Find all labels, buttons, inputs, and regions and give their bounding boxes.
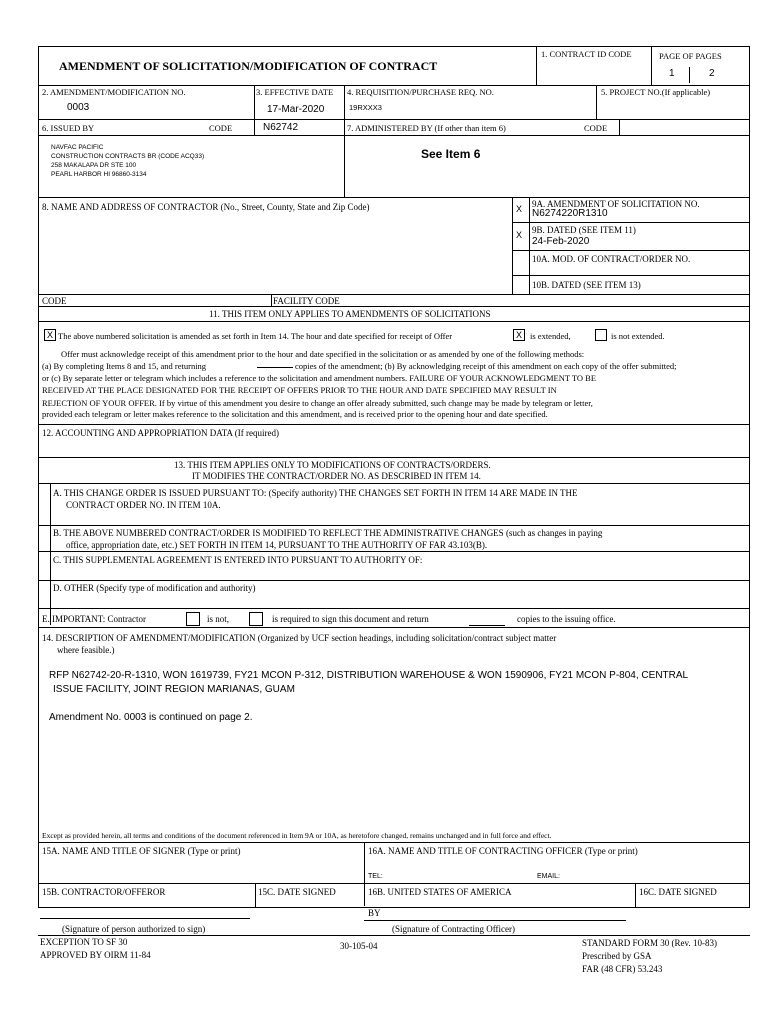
divider <box>39 321 749 322</box>
label-15a: 15A. NAME AND TITLE OF SIGNER (Type or print) <box>42 846 241 856</box>
item13a-line1: A. THIS CHANGE ORDER IS ISSUED PURSUANT TO: (Specify authority) THE CHANGES SET FORTH IN ITEM 14 ARE MADE IN THE <box>53 488 578 498</box>
divider <box>39 551 749 552</box>
form-title: AMENDMENT OF SOLICITATION/MODIFICATION OF CONTRACT <box>59 59 438 73</box>
divider <box>651 47 652 85</box>
pages-total: 2 <box>709 68 715 79</box>
item13c-line: C. THIS SUPPLEMENTAL AGREEMENT IS ENTERED INTO PURSUANT TO AUTHORITY OF: <box>53 555 423 565</box>
footer-far: FAR (48 CFR) 53.243 <box>582 964 663 974</box>
item13-heading-1: 13. THIS ITEM APPLIES ONLY TO MODIFICATIONS OF CONTRACTS/ORDERS. <box>174 460 491 470</box>
item13b-line2: office, appropriation date, etc.) SET FORTH IN ITEM 14, PURSUANT TO THE AUTHORITY OF FAR 43.103(B). <box>66 540 488 550</box>
officer-signature-line[interactable] <box>364 920 626 921</box>
divider <box>344 119 345 197</box>
except-text: Except as provided herein, all terms and conditions of the document referenced in Item 9A or 10A, as heretofore changed, remains unchanged and in full force and effect. <box>42 831 552 840</box>
facility-code-label: FACILITY CODE <box>273 296 340 306</box>
divider <box>536 47 537 85</box>
divider <box>39 306 749 307</box>
item13d-line: D. OTHER (Specify type of modification and authority) <box>53 583 256 593</box>
item11-para-line: copies of the amendment; (b) By acknowledging receipt of this amendment on each copy of the offer submitted; <box>295 361 677 371</box>
value-9b: 24-Feb-2020 <box>532 236 590 247</box>
administered-code-label: CODE <box>584 123 608 133</box>
issuer-address <box>51 143 204 179</box>
divider <box>512 250 749 251</box>
label-9b: 9B. DATED (SEE ITEM 11) <box>532 225 636 235</box>
copies-label: copies to the issuing office. <box>517 614 616 624</box>
effective-date-label: 3. EFFECTIVE DATE <box>256 87 334 97</box>
divider <box>39 842 749 843</box>
item11-para-line: REJECTION OF YOUR OFFER. If by virtue of this amendment you desire to change an offer already submitted, such change may be made by telegram or letter, <box>42 398 593 408</box>
copies-blank <box>257 367 293 368</box>
label-9a: 9A. AMENDMENT OF SOLICITATION NO. <box>532 199 700 209</box>
divider <box>38 935 750 936</box>
issued-by-label: 6. ISSUED BY <box>42 123 95 133</box>
footer-exception: EXCEPTION TO SF 30 <box>40 937 128 947</box>
divider <box>689 67 690 83</box>
label-16a: 16A. NAME AND TITLE OF CONTRACTING OFFICER (Type or print) <box>368 846 638 856</box>
value-9a: N6274220R1310 <box>532 208 608 219</box>
divider <box>39 483 749 484</box>
divider <box>255 883 256 908</box>
item14-label-2: where feasible.) <box>57 645 115 655</box>
label-15c: 15C. DATE SIGNED <box>258 887 336 897</box>
divider <box>529 197 530 294</box>
item13-heading-2: IT MODIFIES THE CONTRACT/ORDER NO. AS DESCRIBED IN ITEM 14. <box>192 471 481 481</box>
item14-desc-line1: RFP N62742-20-R-1310, WON 1619739, FY21 MCON P-312, DISTRIBUTION WAREHOUSE & WON 1590906, FY21 MCON P-804, CENTRAL <box>49 670 689 681</box>
requisition-value: 19RXXX3 <box>349 103 382 112</box>
amended-text: The above numbered solicitation is amended as set forth in Item 14. The hour and date specified for receipt of Offer <box>58 331 453 341</box>
page-of-pages-label: PAGE OF PAGES <box>659 51 722 61</box>
administered-by-label: 7. ADMINISTERED BY (If other than item 6) <box>347 123 506 133</box>
divider <box>254 119 255 135</box>
page-number: 1 <box>669 68 675 79</box>
contractor-label: 8. NAME AND ADDRESS OF CONTRACTOR (No., Street, County, State and Zip Code) <box>42 202 370 212</box>
item14-desc-line2: ISSUE FACILITY, JOINT REGION MARIANAS, GUAM <box>53 684 295 695</box>
item11-para-line: (a) By completing Items 8 and 15, and returning <box>42 361 207 371</box>
email-label: EMAIL: <box>537 873 560 880</box>
amended-checkbox[interactable]: X <box>44 329 56 341</box>
divider <box>512 197 513 294</box>
item11-heading: 11. THIS ITEM ONLY APPLIES TO AMENDMENTS OF SOLICITATIONS <box>209 309 491 319</box>
item13b-line1: B. THE ABOVE NUMBERED CONTRACT/ORDER IS MODIFIED TO REFLECT THE ADMINISTRATIVE CHANGES (such as changes in paying <box>53 528 603 538</box>
divider <box>635 883 636 908</box>
contract-id-label: 1. CONTRACT ID CODE <box>541 49 632 59</box>
effective-date-value: 17-Mar-2020 <box>267 104 325 115</box>
label-15b: 15B. CONTRACTOR/OFFEROR <box>42 887 166 897</box>
tel-label: TEL: <box>368 873 383 880</box>
footer-approved: APPROVED BY OIRM 11-84 <box>40 950 151 960</box>
footer-standard-form: STANDARD FORM 30 (Rev. 10-83) <box>582 938 717 948</box>
divider <box>39 525 749 526</box>
amendment-no-label: 2. AMENDMENT/MODIFICATION NO. <box>42 87 186 97</box>
not-extended-checkbox[interactable] <box>595 329 607 341</box>
extended-label: is extended, <box>530 331 571 341</box>
check-9a: X <box>516 204 523 214</box>
divider <box>512 222 749 223</box>
item12-label: 12. ACCOUNTING AND APPROPRIATION DATA (If required) <box>42 428 280 438</box>
divider <box>254 85 255 119</box>
divider <box>39 580 749 581</box>
amendment-no-value: 0003 <box>67 102 90 113</box>
code-label: CODE <box>42 296 67 306</box>
sf30-form <box>38 46 750 908</box>
important-label: E. IMPORTANT: Contractor <box>42 614 147 624</box>
label-16b: 16B. UNITED STATES OF AMERICA <box>368 887 512 897</box>
divider <box>512 275 749 276</box>
divider <box>364 842 365 906</box>
address-line: 258 MAKALAPA DR STE 100 <box>51 162 137 169</box>
footer-center-code: 30-105-04 <box>340 941 378 951</box>
divider <box>39 883 749 884</box>
divider <box>344 85 345 119</box>
item14-label-1: 14. DESCRIPTION OF AMENDMENT/MODIFICATION (Organized by UCF section headings, including solicitation/contract subject matter <box>42 633 557 643</box>
footer-prescribed: Prescribed by GSA <box>582 951 652 961</box>
item11-para-line: provided each telegram or letter makes reference to the solicitation and this amendment, and is received prior to the opening hour and date specified. <box>42 409 548 419</box>
divider <box>39 85 749 86</box>
item14-continued: Amendment No. 0003 is continued on page 2. <box>49 712 253 723</box>
is-not-checkbox[interactable] <box>186 612 200 626</box>
divider <box>596 85 597 119</box>
requisition-label: 4. REQUISITION/PURCHASE REQ. NO. <box>347 87 494 97</box>
see-item-text: See Item 6 <box>421 147 481 161</box>
item11-para-line: or (c) By separate letter or telegram which includes a reference to the solicitation and amendment numbers. FAILURE OF YOUR ACKNOWLEDGMENT TO BE <box>42 373 597 383</box>
divider <box>39 119 749 120</box>
address-line: PEARL HARBOR HI 96860-3134 <box>51 171 147 178</box>
divider <box>39 627 749 628</box>
divider <box>39 424 749 425</box>
is-required-label: is required to sign this document and return <box>272 614 429 624</box>
label-16c: 16C. DATE SIGNED <box>639 887 717 897</box>
label-10a: 10A. MOD. OF CONTRACT/ORDER NO. <box>532 254 691 264</box>
divider <box>50 483 51 625</box>
by-label: BY <box>368 908 381 918</box>
item13a-line2: CONTRACT ORDER NO. IN ITEM 10A. <box>66 500 221 510</box>
issued-code-label: CODE <box>209 123 233 133</box>
address-line: CONSTRUCTION CONTRACTS BR (CODE ACQ33) <box>51 153 205 160</box>
is-not-label: is not, <box>207 614 230 624</box>
divider <box>271 294 272 306</box>
divider <box>39 608 749 609</box>
item11-para-line: Offer must acknowledge receipt of this amendment prior to the hour and date specified in the solicitation or as amended by one of the following methods: <box>61 349 585 359</box>
label-10b: 10B. DATED (SEE ITEM 13) <box>532 280 641 290</box>
divider <box>39 135 749 136</box>
divider <box>39 197 749 198</box>
is-required-checkbox[interactable] <box>249 612 263 626</box>
signature-person-caption: (Signature of person authorized to sign) <box>62 924 206 934</box>
extended-checkbox[interactable]: X <box>513 329 525 341</box>
item11-para-line: RECEIVED AT THE PLACE DESIGNATED FOR THE RECEIPT OF OFFERS PRIOR TO THE HOUR AND DATE SPECIFIED MAY RESULT IN <box>42 385 557 395</box>
check-9b: X <box>516 230 523 240</box>
address-line: NAVFAC PACIFIC <box>51 144 104 151</box>
not-extended-label: is not extended. <box>611 331 665 341</box>
divider <box>619 119 620 135</box>
copies-count-blank <box>469 625 505 626</box>
contractor-signature-line[interactable] <box>40 918 250 919</box>
divider <box>39 457 749 458</box>
signature-officer-caption: (Signature of Contracting Officer) <box>392 924 516 934</box>
issued-code-value: N62742 <box>263 122 299 133</box>
project-no-label: 5. PROJECT NO.(If applicable) <box>601 87 711 97</box>
divider <box>39 294 749 295</box>
